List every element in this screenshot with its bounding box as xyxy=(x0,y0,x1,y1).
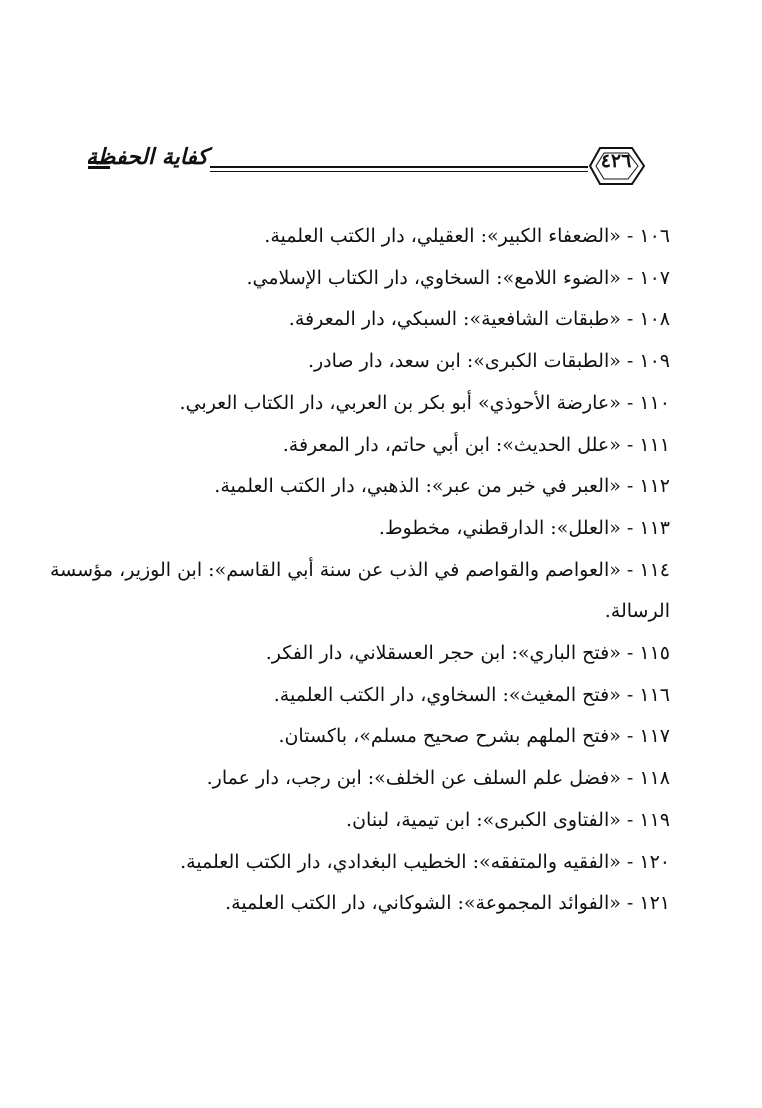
entry-number: ١٢٠ xyxy=(639,850,670,873)
list-item: ١١٨ - «فضل علم السلف عن الخلف»: ابن رجب، دار عمار. xyxy=(206,767,670,790)
entry-text: «فضل علم السلف عن الخلف»: ابن رجب، دار عمار. xyxy=(206,767,621,790)
entry-text: «فتح المغيث»: السخاوي، دار الكتب العلمية. xyxy=(273,683,621,706)
entry-text: «عارضة الأحوذي» أبو بكر بن العربي، دار الكتاب العربي. xyxy=(179,391,621,414)
entry-number: ١٠٦ xyxy=(639,225,670,247)
entry-text: «الفتاوى الكبرى»: ابن تيمية، لبنان. xyxy=(346,808,621,831)
entry-number: ١٠٧ xyxy=(639,266,670,289)
entry-text: «الفوائد المجموعة»: الشوكاني، دار الكتب العلمية. xyxy=(225,892,621,915)
entry-number: ١١٣ xyxy=(639,516,670,539)
entry-text: «العلل»: الدارقطني، مخطوط. xyxy=(378,516,621,539)
entry-text: «الضوء اللامع»: السخاوي، دار الكتاب الإسلامي. xyxy=(246,266,621,289)
entry-text: «علل الحديث»: ابن أبي حاتم، دار المعرفة. xyxy=(282,433,621,456)
entry-text: «العواصم والقواصم في الذب عن سنة أبي القاسم»: ابن الوزير، مؤسسة الرسالة. xyxy=(50,558,670,623)
entry-number: ١١٩ xyxy=(639,808,670,831)
list-item: ١١١ - «علل الحديث»: ابن أبي حاتم، دار المعرفة. xyxy=(282,433,670,456)
list-item: ١٠٧ - «الضوء اللامع»: السخاوي، دار الكتاب الإسلامي. xyxy=(246,266,670,289)
list-item: ١٠٦ - «الضعفاء الكبير»: العقيلي، دار الكتب العلمية. xyxy=(264,225,670,247)
entry-text: «الضعفاء الكبير»: العقيلي، دار الكتب العلمية. xyxy=(264,225,621,247)
list-item: ١٠٩ - «الطبقات الكبرى»: ابن سعد، دار صادر. xyxy=(307,350,670,373)
book-title: كفاية الحفظة xyxy=(86,144,208,170)
entry-text: «فتح الملهم بشرح صحيح مسلم»، باكستان. xyxy=(278,725,621,748)
entry-number: ١١٦ xyxy=(639,683,670,706)
page-header xyxy=(0,0,762,200)
list-item: ١٢١ - «الفوائد المجموعة»: الشوكاني، دار الكتب العلمية. xyxy=(225,892,670,915)
entry-text: «الطبقات الكبرى»: ابن سعد، دار صادر. xyxy=(307,350,621,373)
entry-number: ١٢١ xyxy=(639,892,670,915)
list-item: ١١٢ - «العبر في خبر من عبر»: الذهبي، دار الكتب العلمية. xyxy=(214,475,670,498)
entry-text: «العبر في خبر من عبر»: الذهبي، دار الكتب العلمية. xyxy=(214,475,621,498)
header-rule-thin xyxy=(210,171,588,172)
entry-number: ١١٧ xyxy=(639,725,670,748)
list-item: ١٢٠ - «الفقيه والمتفقه»: الخطيب البغدادي، دار الكتب العلمية. xyxy=(180,850,670,873)
entry-number: ١١٠ xyxy=(639,391,670,414)
entry-text: «طبقات الشافعية»: السبكي، دار المعرفة. xyxy=(288,308,621,331)
list-item: ١١٥ - «فتح الباري»: ابن حجر العسقلاني، دار الفكر. xyxy=(265,642,670,665)
list-item: ١١٧ - «فتح الملهم بشرح صحيح مسلم»، باكستان. xyxy=(278,725,670,748)
entry-text: «الفقيه والمتفقه»: الخطيب البغدادي، دار الكتب العلمية. xyxy=(180,850,621,873)
header-rule xyxy=(210,166,588,168)
entry-number: ١١٤ xyxy=(639,558,670,581)
entry-number: ١١١ xyxy=(639,433,670,456)
page-number: ٤٢٦ xyxy=(600,150,632,172)
entry-number: ١١٥ xyxy=(639,642,670,665)
entry-number: ١٠٩ xyxy=(639,350,670,373)
list-item: ١١٤ - «العواصم والقواصم في الذب عن سنة أبي القاسم»: ابن الوزير، مؤسسة الرسالة. xyxy=(50,558,670,623)
list-item: ١٠٨ - «طبقات الشافعية»: السبكي، دار المعرفة. xyxy=(288,308,670,331)
entry-text: «فتح الباري»: ابن حجر العسقلاني، دار الفكر. xyxy=(265,642,621,665)
list-item: ١١٩ - «الفتاوى الكبرى»: ابن تيمية، لبنان. xyxy=(346,808,670,831)
list-item: ١١٠ - «عارضة الأحوذي» أبو بكر بن العربي، دار الكتاب العربي. xyxy=(179,391,670,414)
entry-number: ١١٢ xyxy=(639,475,670,498)
reference-list xyxy=(50,216,670,925)
entry-number: ١١٨ xyxy=(639,767,670,790)
entry-number: ١٠٨ xyxy=(639,308,670,331)
list-item: ١١٣ - «العلل»: الدارقطني، مخطوط. xyxy=(378,516,670,539)
list-item: ١١٦ - «فتح المغيث»: السخاوي، دار الكتب العلمية. xyxy=(273,683,670,706)
